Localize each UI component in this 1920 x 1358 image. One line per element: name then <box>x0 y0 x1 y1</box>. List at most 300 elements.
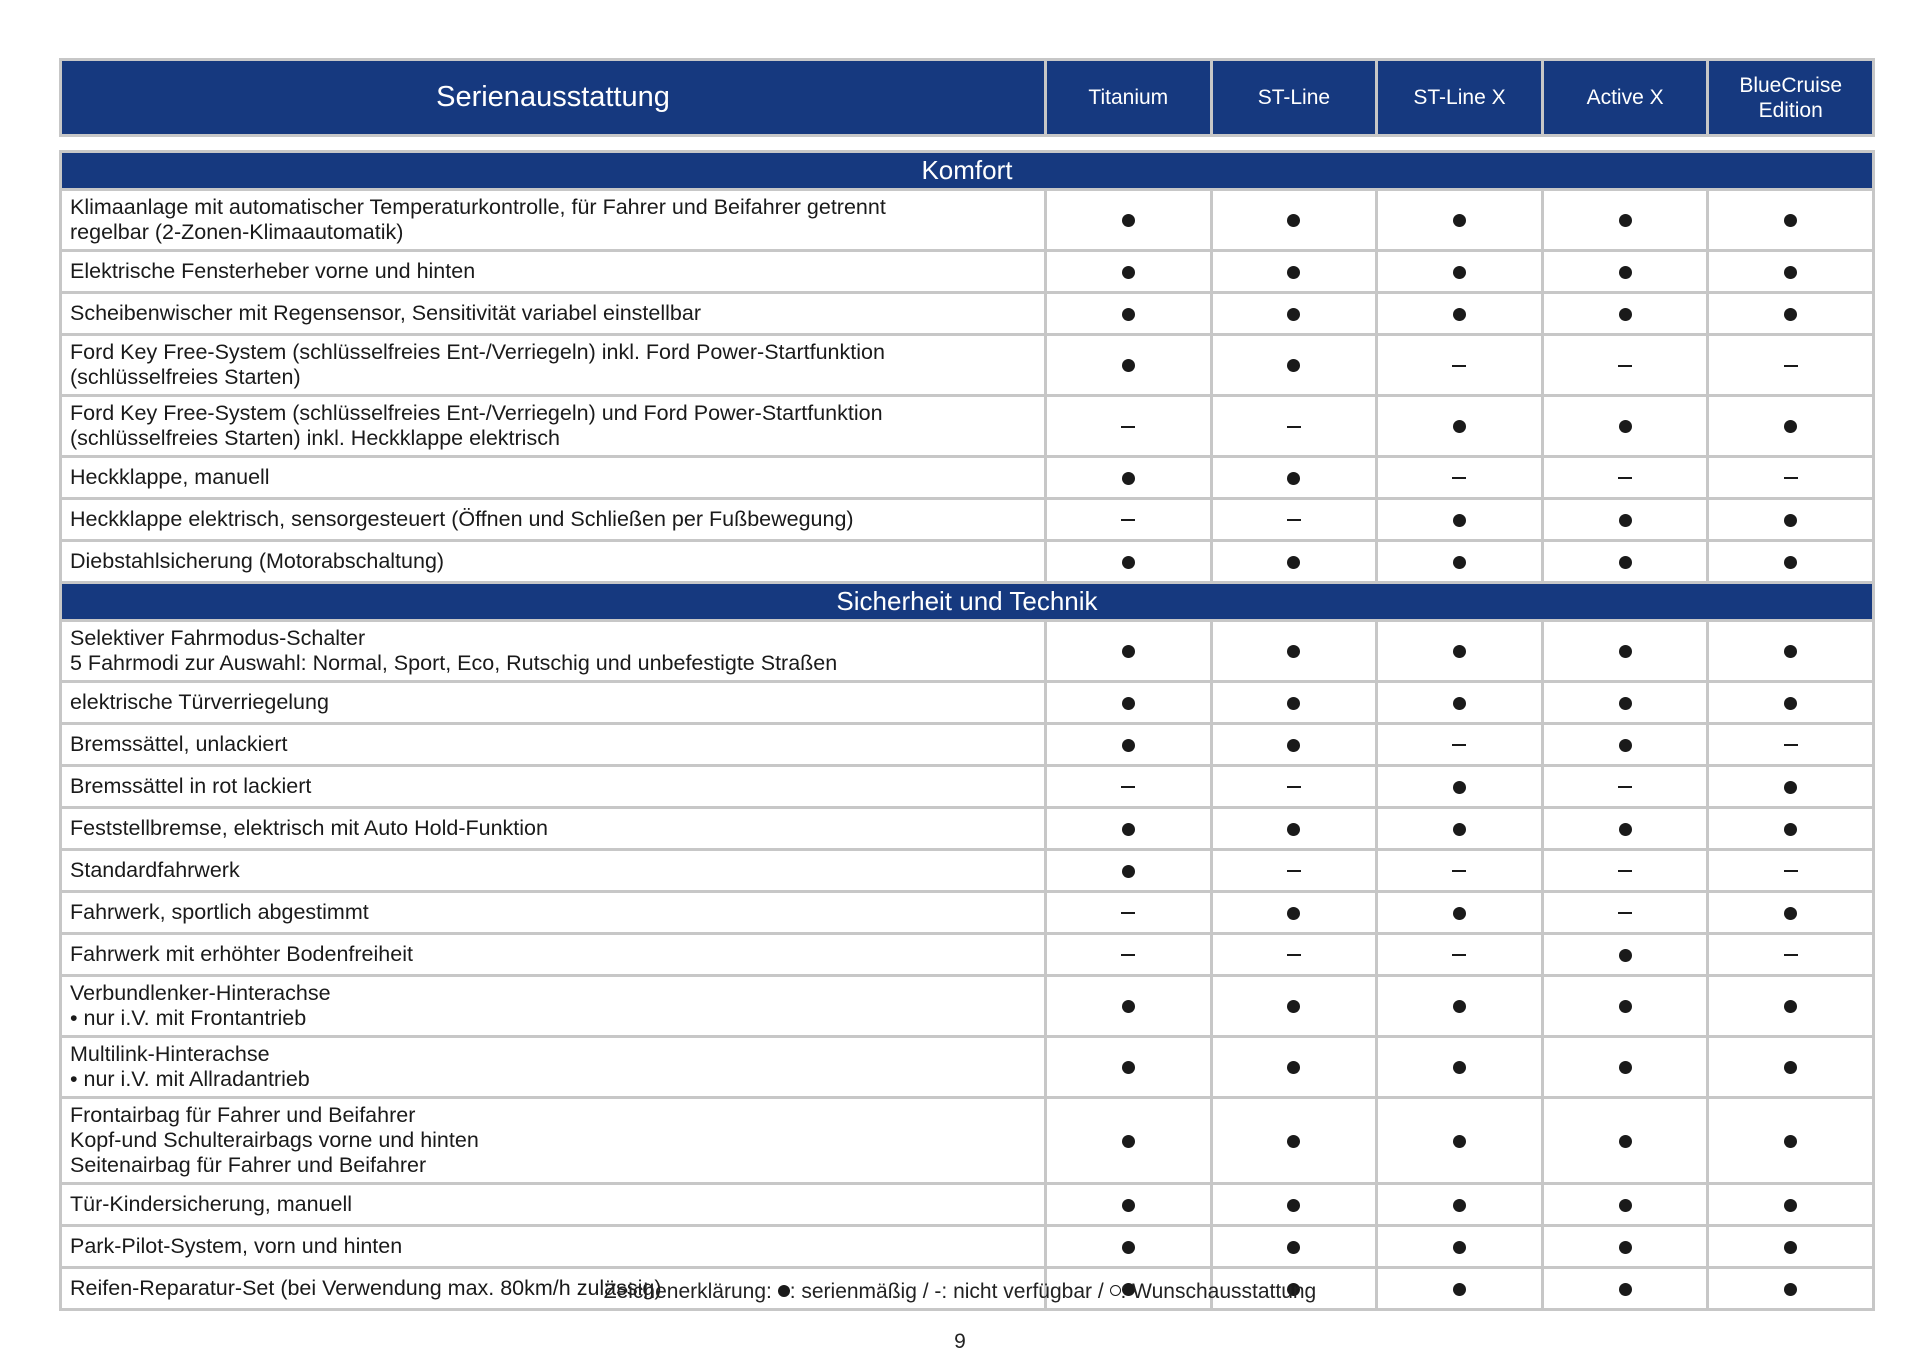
standard-dot-icon <box>1784 645 1797 658</box>
standard-dot-icon <box>1619 1061 1632 1074</box>
availability-cell <box>1377 766 1543 808</box>
trim-header-st-line-x: ST-Line X <box>1377 60 1543 136</box>
feature-text: Selektiver Fahrmodus-Schalter <box>70 626 366 650</box>
standard-dot-icon <box>1122 739 1135 752</box>
availability-cell <box>1046 621 1212 682</box>
feature-text: Fahrwerk mit erhöhter Bodenfreiheit <box>70 942 413 966</box>
standard-dot-icon <box>1287 266 1300 279</box>
table-row <box>61 293 1874 335</box>
trim-header-active-x: Active X <box>1542 60 1708 136</box>
availability-cell <box>1708 934 1874 976</box>
standard-dot-icon <box>1122 823 1135 836</box>
header-row <box>61 60 1874 136</box>
feature-cell <box>61 682 1046 724</box>
availability-cell <box>1046 1098 1212 1184</box>
availability-cell <box>1708 293 1874 335</box>
availability-cell <box>1542 808 1708 850</box>
section-header <box>61 583 1874 621</box>
standard-dot-icon <box>1122 1000 1135 1013</box>
table-row <box>61 335 1874 396</box>
feature-cell <box>61 766 1046 808</box>
legend <box>0 1280 1920 1304</box>
availability-cell <box>1211 541 1377 583</box>
feature-text: regelbar (2-Zonen-Klimaautomatik) <box>70 220 404 244</box>
standard-dot-icon <box>1287 1135 1300 1148</box>
availability-cell <box>1211 396 1377 457</box>
standard-dot-icon <box>1784 907 1797 920</box>
not-available-dash-icon <box>1452 870 1466 872</box>
table-row <box>61 1037 1874 1098</box>
availability-cell <box>1211 1037 1377 1098</box>
table-row <box>61 1226 1874 1268</box>
feature-text: Bremssättel in rot lackiert <box>70 774 312 798</box>
not-available-dash-icon <box>1452 477 1466 479</box>
availability-cell <box>1377 621 1543 682</box>
standard-dot-icon <box>1784 1000 1797 1013</box>
standard-dot-icon <box>1122 1135 1135 1148</box>
table-row <box>61 621 1874 682</box>
feature-text: Feststellbremse, elektrisch mit Auto Hold-Funktion <box>70 816 548 840</box>
standard-dot-icon <box>1122 865 1135 878</box>
availability-cell <box>1211 499 1377 541</box>
not-available-dash-icon <box>1452 954 1466 956</box>
feature-cell <box>61 1098 1046 1184</box>
availability-cell <box>1046 892 1212 934</box>
availability-cell <box>1377 724 1543 766</box>
page-title: Serienausstattung <box>61 60 1046 136</box>
not-available-dash-icon <box>1121 426 1135 428</box>
availability-cell <box>1542 499 1708 541</box>
table-row <box>61 251 1874 293</box>
feature-text: Elektrische Fensterheber vorne und hinten <box>70 259 476 283</box>
standard-dot-icon <box>1453 1241 1466 1254</box>
feature-text: Tür-Kindersicherung, manuell <box>70 1192 353 1216</box>
availability-cell <box>1211 724 1377 766</box>
feature-text: Scheibenwischer mit Regensensor, Sensitivität variabel einstellbar <box>70 301 701 325</box>
standard-dot-icon <box>1784 823 1797 836</box>
availability-cell <box>1211 335 1377 396</box>
standard-dot-icon <box>1287 1000 1300 1013</box>
availability-cell <box>1046 850 1212 892</box>
availability-cell <box>1211 850 1377 892</box>
table-row <box>61 457 1874 499</box>
standard-dot-icon <box>1619 266 1632 279</box>
feature-cell <box>61 396 1046 457</box>
standard-dot-icon <box>1122 266 1135 279</box>
not-available-dash-icon <box>1121 786 1135 788</box>
standard-dot-icon <box>1784 266 1797 279</box>
availability-cell <box>1211 934 1377 976</box>
availability-cell <box>1542 934 1708 976</box>
availability-cell <box>1211 1098 1377 1184</box>
availability-cell <box>1211 808 1377 850</box>
not-available-dash-icon <box>1618 786 1632 788</box>
trim-header-titanium: Titanium <box>1046 60 1212 136</box>
feature-cell <box>61 251 1046 293</box>
availability-cell <box>1377 1037 1543 1098</box>
standard-dot-icon <box>1453 266 1466 279</box>
availability-cell <box>1708 190 1874 251</box>
availability-cell <box>1046 976 1212 1037</box>
availability-cell <box>1377 541 1543 583</box>
feature-text: Ford Key Free-System (schlüsselfreies Ent-/Verriegeln) inkl. Ford Power-Startfunktion <box>70 340 885 364</box>
feature-text: Heckklappe elektrisch, sensorgesteuert (Öffnen und Schließen per Fußbewegung) <box>70 507 854 531</box>
availability-cell <box>1377 335 1543 396</box>
availability-cell <box>1211 976 1377 1037</box>
table-row <box>61 499 1874 541</box>
availability-cell <box>1708 976 1874 1037</box>
optional-circle-icon <box>1110 1285 1121 1296</box>
standard-dot-icon <box>1122 645 1135 658</box>
availability-cell <box>1708 499 1874 541</box>
not-available-dash-icon <box>1452 365 1466 367</box>
availability-cell <box>1377 850 1543 892</box>
page-number: 9 <box>954 1330 966 1353</box>
table-row <box>61 976 1874 1037</box>
standard-dot-icon <box>1453 1199 1466 1212</box>
availability-cell <box>1542 621 1708 682</box>
standard-dot-icon <box>1619 949 1632 962</box>
not-available-dash-icon <box>1618 477 1632 479</box>
availability-cell <box>1542 724 1708 766</box>
standard-dot-icon <box>1784 1135 1797 1148</box>
standard-dot-icon <box>1453 556 1466 569</box>
standard-dot-icon <box>1784 308 1797 321</box>
not-available-dash-icon <box>1784 870 1798 872</box>
availability-cell <box>1046 541 1212 583</box>
standard-dot-icon <box>1619 514 1632 527</box>
standard-dot-icon <box>1287 1241 1300 1254</box>
availability-cell <box>1377 251 1543 293</box>
table-row <box>61 1184 1874 1226</box>
not-available-dash-icon <box>1121 912 1135 914</box>
availability-cell <box>1377 976 1543 1037</box>
feature-text: (schlüsselfreies Starten) inkl. Heckklappe elektrisch <box>70 426 560 450</box>
availability-cell <box>1211 621 1377 682</box>
feature-cell <box>61 335 1046 396</box>
availability-cell <box>1211 190 1377 251</box>
standard-dot-icon <box>1453 214 1466 227</box>
availability-cell <box>1708 541 1874 583</box>
availability-cell <box>1542 850 1708 892</box>
standard-dot-icon <box>1784 214 1797 227</box>
availability-cell <box>1708 1098 1874 1184</box>
feature-cell <box>61 541 1046 583</box>
availability-cell <box>1046 396 1212 457</box>
feature-cell <box>61 1226 1046 1268</box>
standard-dot-icon <box>1287 907 1300 920</box>
availability-cell <box>1377 190 1543 251</box>
standard-dot-icon <box>1122 1061 1135 1074</box>
table-row <box>61 724 1874 766</box>
availability-cell <box>1708 396 1874 457</box>
availability-cell <box>1542 457 1708 499</box>
standard-dot-icon <box>1122 472 1135 485</box>
feature-text: Diebstahlsicherung (Motorabschaltung) <box>70 549 445 573</box>
not-available-dash-icon <box>1287 954 1301 956</box>
standard-dot-icon <box>1619 645 1632 658</box>
table-row <box>61 808 1874 850</box>
table-row <box>61 1098 1874 1184</box>
standard-dot-icon <box>1122 1199 1135 1212</box>
standard-dot-icon <box>1619 739 1632 752</box>
feature-cell <box>61 976 1046 1037</box>
availability-cell <box>1046 190 1212 251</box>
header-table <box>59 58 1875 137</box>
availability-cell <box>1211 1184 1377 1226</box>
standard-dot-icon <box>1453 420 1466 433</box>
feature-text: Frontairbag für Fahrer und Beifahrer <box>70 1103 416 1127</box>
feature-text: Reifen-Reparatur-Set (bei Verwendung max. 80km/h zulässig) <box>70 1276 662 1300</box>
standard-dot-icon <box>1287 645 1300 658</box>
feature-cell <box>61 850 1046 892</box>
standard-dot-icon <box>1619 1135 1632 1148</box>
availability-cell <box>1542 682 1708 724</box>
feature-text: Park-Pilot-System, vorn und hinten <box>70 1234 403 1258</box>
availability-cell <box>1542 541 1708 583</box>
availability-cell <box>1708 808 1874 850</box>
standard-dot-icon <box>1619 1199 1632 1212</box>
not-available-dash-icon <box>1287 870 1301 872</box>
availability-cell <box>1046 934 1212 976</box>
not-available-dash-icon <box>1121 519 1135 521</box>
feature-cell <box>61 1184 1046 1226</box>
availability-cell <box>1542 766 1708 808</box>
feature-cell <box>61 934 1046 976</box>
standard-dot-icon <box>1453 781 1466 794</box>
availability-cell <box>1708 1226 1874 1268</box>
availability-cell <box>1377 396 1543 457</box>
legend-na-symbol: - <box>934 1280 942 1303</box>
standard-dot-icon <box>1784 556 1797 569</box>
availability-cell <box>1211 251 1377 293</box>
availability-cell <box>1377 293 1543 335</box>
standard-dot-icon <box>1619 1241 1632 1254</box>
not-available-dash-icon <box>1784 744 1798 746</box>
table-row <box>61 766 1874 808</box>
feature-text: elektrische Türverriegelung <box>70 690 329 714</box>
standard-dot-icon <box>1453 1061 1466 1074</box>
availability-cell <box>1542 892 1708 934</box>
feature-text: Verbundlenker-Hinterachse <box>70 981 331 1005</box>
standard-dot-icon <box>1784 1061 1797 1074</box>
feature-cell <box>61 499 1046 541</box>
not-available-dash-icon <box>1784 365 1798 367</box>
not-available-dash-icon <box>1618 912 1632 914</box>
section-title: Komfort <box>61 152 1874 190</box>
feature-text: Standardfahrwerk <box>70 858 240 882</box>
availability-cell <box>1046 1184 1212 1226</box>
availability-cell <box>1708 251 1874 293</box>
standard-dot-icon <box>1122 556 1135 569</box>
standard-dot-icon <box>1453 823 1466 836</box>
table-row <box>61 396 1874 457</box>
feature-text: Heckklappe, manuell <box>70 465 270 489</box>
trim-header-bluecruise-edition: BlueCruise Edition <box>1708 60 1874 136</box>
availability-cell <box>1377 1226 1543 1268</box>
section-title: Sicherheit und Technik <box>61 583 1874 621</box>
availability-cell <box>1211 766 1377 808</box>
availability-cell <box>1542 1184 1708 1226</box>
not-available-dash-icon <box>1618 870 1632 872</box>
availability-cell <box>1708 621 1874 682</box>
standard-dot-icon <box>1453 907 1466 920</box>
not-available-dash-icon <box>1121 954 1135 956</box>
availability-cell <box>1542 1037 1708 1098</box>
standard-dot-icon <box>1453 697 1466 710</box>
feature-text: Fahrwerk, sportlich abgestimmt <box>70 900 369 924</box>
standard-dot-icon <box>1453 514 1466 527</box>
availability-cell <box>1211 293 1377 335</box>
availability-cell <box>1377 934 1543 976</box>
standard-dot-icon <box>1122 308 1135 321</box>
availability-cell <box>1046 1226 1212 1268</box>
feature-text: 5 Fahrmodi zur Auswahl: Normal, Sport, Eco, Rutschig und unbefestigte Straßen <box>70 651 838 675</box>
standard-dot-icon <box>1122 214 1135 227</box>
not-available-dash-icon <box>1618 365 1632 367</box>
standard-dot-icon <box>1619 420 1632 433</box>
legend-prefix: Zeichenerklärung: <box>603 1280 778 1303</box>
not-available-dash-icon <box>1287 786 1301 788</box>
availability-cell <box>1708 766 1874 808</box>
availability-cell <box>1542 335 1708 396</box>
standard-dot-icon <box>1784 1241 1797 1254</box>
availability-cell <box>1708 1184 1874 1226</box>
availability-cell <box>1708 724 1874 766</box>
not-available-dash-icon <box>1784 954 1798 956</box>
table-row <box>61 682 1874 724</box>
standard-dot-icon <box>1619 308 1632 321</box>
not-available-dash-icon <box>1287 426 1301 428</box>
spec-sheet <box>59 58 1872 1311</box>
feature-text: Ford Key Free-System (schlüsselfreies Ent-/Verriegeln) und Ford Power-Startfunktion <box>70 401 883 425</box>
availability-cell <box>1046 335 1212 396</box>
feature-text: Seitenairbag für Fahrer und Beifahrer <box>70 1153 427 1177</box>
feature-cell <box>61 724 1046 766</box>
legend-standard: : serienmäßig / <box>789 1280 935 1303</box>
legend-optional: : Wunschausstattung <box>1120 1280 1317 1303</box>
standard-dot-icon <box>1122 697 1135 710</box>
standard-dot-icon <box>1287 308 1300 321</box>
standard-dot-icon <box>1287 739 1300 752</box>
availability-cell <box>1211 1226 1377 1268</box>
standard-dot-icon <box>1619 214 1632 227</box>
feature-text: (schlüsselfreies Starten) <box>70 365 301 389</box>
standard-dot-icon <box>1453 1135 1466 1148</box>
standard-dot-icon <box>1784 697 1797 710</box>
feature-cell <box>61 892 1046 934</box>
availability-cell <box>1377 808 1543 850</box>
standard-dot-icon <box>1453 1000 1466 1013</box>
standard-dot-icon <box>1453 645 1466 658</box>
standard-dot-icon <box>1784 420 1797 433</box>
standard-dot-icon <box>1619 1000 1632 1013</box>
feature-text: • nur i.V. mit Allradantrieb <box>70 1067 310 1091</box>
availability-cell <box>1708 1037 1874 1098</box>
table-row <box>61 892 1874 934</box>
feature-text: Bremssättel, unlackiert <box>70 732 288 756</box>
availability-cell <box>1542 396 1708 457</box>
availability-cell <box>1542 1226 1708 1268</box>
availability-cell <box>1046 808 1212 850</box>
table-row <box>61 190 1874 251</box>
availability-cell <box>1046 724 1212 766</box>
not-available-dash-icon <box>1287 519 1301 521</box>
standard-dot-icon <box>1287 1061 1300 1074</box>
feature-text: Multilink-Hinterachse <box>70 1042 270 1066</box>
availability-cell <box>1708 850 1874 892</box>
availability-cell <box>1542 1098 1708 1184</box>
availability-cell <box>1211 457 1377 499</box>
availability-cell <box>1377 499 1543 541</box>
availability-cell <box>1542 976 1708 1037</box>
availability-cell <box>1046 682 1212 724</box>
availability-cell <box>1377 1184 1543 1226</box>
feature-cell <box>61 808 1046 850</box>
feature-cell <box>61 293 1046 335</box>
standard-dot-icon <box>1287 1199 1300 1212</box>
standard-dot-icon <box>1619 823 1632 836</box>
trim-header-st-line: ST-Line <box>1211 60 1377 136</box>
feature-cell <box>61 190 1046 251</box>
standard-dot-icon <box>1287 823 1300 836</box>
availability-cell <box>1046 457 1212 499</box>
not-available-dash-icon <box>1784 477 1798 479</box>
availability-cell <box>1046 251 1212 293</box>
legend-not-available: : nicht verfügbar / <box>941 1280 1110 1303</box>
feature-text: Kopf-und Schulterairbags vorne und hinten <box>70 1128 479 1152</box>
table-row <box>61 541 1874 583</box>
standard-dot-icon <box>1287 359 1300 372</box>
feature-text: Klimaanlage mit automatischer Temperaturkontrolle, für Fahrer und Beifahrer getrennt <box>70 195 886 219</box>
feature-cell <box>61 621 1046 682</box>
availability-cell <box>1046 499 1212 541</box>
availability-cell <box>1708 335 1874 396</box>
table-row <box>61 850 1874 892</box>
feature-text: • nur i.V. mit Frontantrieb <box>70 1006 307 1030</box>
availability-cell <box>1542 293 1708 335</box>
availability-cell <box>1046 293 1212 335</box>
equipment-table <box>59 150 1875 1311</box>
availability-cell <box>1377 892 1543 934</box>
standard-dot-icon <box>1784 1199 1797 1212</box>
availability-cell <box>1542 190 1708 251</box>
standard-dot-icon <box>778 1285 790 1297</box>
availability-cell <box>1708 457 1874 499</box>
availability-cell <box>1542 251 1708 293</box>
standard-dot-icon <box>1784 781 1797 794</box>
availability-cell <box>1377 1098 1543 1184</box>
availability-cell <box>1377 457 1543 499</box>
standard-dot-icon <box>1784 514 1797 527</box>
table-row <box>61 934 1874 976</box>
availability-cell <box>1046 766 1212 808</box>
availability-cell <box>1211 892 1377 934</box>
availability-cell <box>1708 892 1874 934</box>
feature-cell <box>61 457 1046 499</box>
availability-cell <box>1046 1037 1212 1098</box>
feature-cell <box>61 1037 1046 1098</box>
availability-cell <box>1377 682 1543 724</box>
standard-dot-icon <box>1287 697 1300 710</box>
standard-dot-icon <box>1619 556 1632 569</box>
availability-cell <box>1708 682 1874 724</box>
standard-dot-icon <box>1619 697 1632 710</box>
standard-dot-icon <box>1287 472 1300 485</box>
not-available-dash-icon <box>1452 744 1466 746</box>
standard-dot-icon <box>1122 359 1135 372</box>
standard-dot-icon <box>1122 1241 1135 1254</box>
